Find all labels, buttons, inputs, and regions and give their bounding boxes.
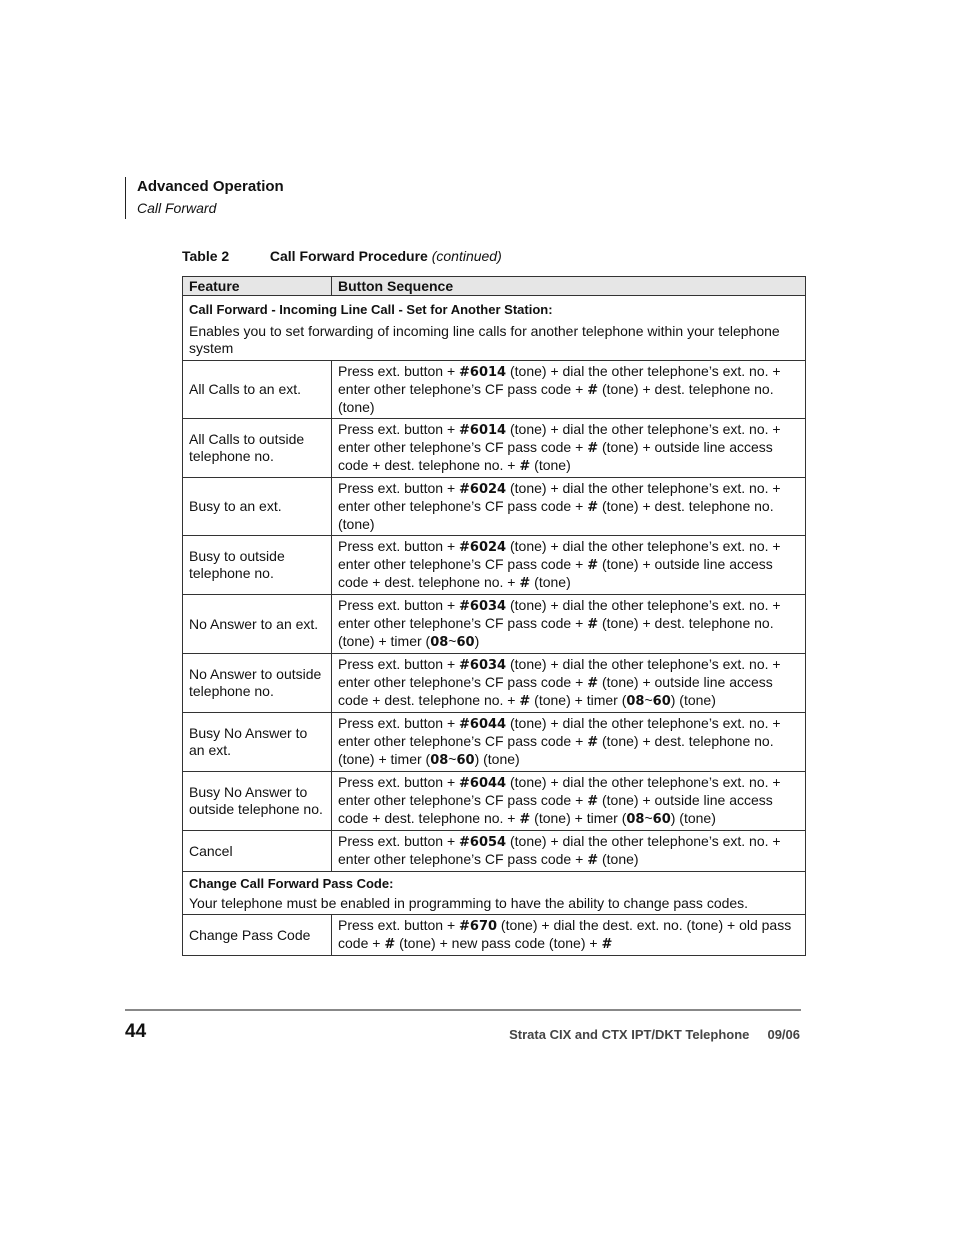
sequence-text: Press ext. button + xyxy=(338,656,460,672)
table-row xyxy=(183,915,806,956)
key-code: #6014 xyxy=(459,423,507,438)
section-title: Advanced Operation xyxy=(137,178,284,195)
key-code: # xyxy=(601,937,613,952)
sequence-text: Press ext. button + xyxy=(338,774,460,790)
button-sequence-cell xyxy=(332,654,806,713)
table-title: Call Forward Procedure xyxy=(269,248,428,264)
table-row xyxy=(183,595,806,654)
sequence-text: ) (tone) xyxy=(670,692,716,708)
subsection-title: Call Forward xyxy=(137,200,217,216)
key-code: # xyxy=(587,676,599,691)
button-sequence-cell xyxy=(332,361,806,419)
key-code: 08 xyxy=(626,812,645,827)
sequence-text: (tone) + dial the dest. ext. no. (tone) + old pass code + xyxy=(338,917,792,951)
sequence-text: Press ext. button + xyxy=(338,597,460,613)
feature-cell: Busy No Answer to outside telephone no. xyxy=(183,772,332,831)
table-row xyxy=(183,478,806,536)
group-title: Change Call Forward Pass Code: xyxy=(189,876,394,891)
sequence-text: Press ext. button + xyxy=(338,917,460,933)
call-forward-table xyxy=(182,276,806,956)
sequence-text: Press ext. button + xyxy=(338,833,460,849)
feature-cell: No Answer to an ext. xyxy=(183,595,332,654)
sequence-text: ) xyxy=(474,633,480,649)
key-code: #6044 xyxy=(459,776,507,791)
feature-cell: Busy to an ext. xyxy=(183,478,332,536)
sequence-text: Press ext. button + xyxy=(338,363,460,379)
page-number: 44 xyxy=(125,1021,147,1042)
button-sequence-cell xyxy=(332,831,806,872)
key-code: 08 xyxy=(430,753,449,768)
key-code: # xyxy=(587,558,599,573)
column-header-button-sequence: Button Sequence xyxy=(332,277,806,296)
table-row xyxy=(183,419,806,478)
table-body xyxy=(183,296,806,956)
sequence-text: (tone) + outside line access code + dest. telephone no. + xyxy=(338,439,773,473)
key-code: # xyxy=(519,694,531,709)
table-row xyxy=(183,536,806,595)
key-code: #6024 xyxy=(459,540,507,555)
sequence-text: Press ext. button + xyxy=(338,538,460,554)
sequence-text: (tone) + dial the other telephone’s ext. no. + enter other telephone’s CF pass code + xyxy=(338,421,781,455)
sequence-text: (tone) + dial the other telephone’s ext. no. + enter other telephone’s CF pass code + xyxy=(338,774,781,808)
key-code: # xyxy=(384,937,396,952)
group-cell xyxy=(183,872,806,915)
table-continued: (continued) xyxy=(431,248,502,264)
sequence-text: (tone) xyxy=(598,851,639,867)
button-sequence-cell xyxy=(332,915,806,956)
button-sequence-cell xyxy=(332,536,806,595)
sequence-text: ~ xyxy=(644,692,653,708)
key-code: # xyxy=(587,500,599,515)
table-row xyxy=(183,654,806,713)
key-code: # xyxy=(519,576,531,591)
footer-rule xyxy=(125,1009,801,1011)
feature-cell: All Calls to outside telephone no. xyxy=(183,419,332,478)
button-sequence-cell xyxy=(332,772,806,831)
sequence-text: (tone) + dest. telephone no. (tone) xyxy=(338,381,774,415)
button-sequence-cell xyxy=(332,595,806,654)
sequence-text: ) (tone) xyxy=(670,810,716,826)
group-description: Enables you to set forwarding of incoming line calls for another telephone within your telephone system xyxy=(189,322,780,356)
feature-cell: Busy No Answer to an ext. xyxy=(183,713,332,772)
key-code: #670 xyxy=(459,919,498,934)
key-code: 60 xyxy=(652,812,671,827)
group-row xyxy=(183,296,806,361)
sequence-text: (tone) + outside line access code + dest. telephone no. + xyxy=(338,674,773,708)
table-row xyxy=(183,361,806,419)
group-row xyxy=(183,872,806,915)
sequence-text: (tone) + dest. telephone no. (tone) + timer ( xyxy=(338,733,774,767)
key-code: 60 xyxy=(652,694,671,709)
sequence-text: (tone) + outside line access code + dest. telephone no. + xyxy=(338,556,773,590)
column-header-feature: Feature xyxy=(183,277,332,296)
sequence-text: ~ xyxy=(448,751,457,767)
feature-cell: Busy to outside telephone no. xyxy=(183,536,332,595)
sequence-text: (tone) + timer ( xyxy=(530,810,627,826)
sequence-text: (tone) + timer ( xyxy=(530,692,627,708)
footer-title: Strata CIX and CTX IPT/DKT Telephone 09/06 xyxy=(509,1027,800,1042)
sequence-text: (tone) xyxy=(530,574,571,590)
sequence-text: ) (tone) xyxy=(474,751,520,767)
table-caption xyxy=(182,248,502,264)
sequence-text: (tone) + outside line access code + dest. telephone no. + xyxy=(338,792,773,826)
button-sequence-cell xyxy=(332,713,806,772)
key-code: #6054 xyxy=(459,835,507,850)
key-code: #6034 xyxy=(459,599,507,614)
sequence-text: ~ xyxy=(644,810,653,826)
table-label: Table 2 xyxy=(182,248,230,264)
group-title: Call Forward - Incoming Line Call - Set for Another Station: xyxy=(189,301,553,317)
key-code: 60 xyxy=(456,635,475,650)
key-code: # xyxy=(587,853,599,868)
group-cell xyxy=(183,296,806,361)
key-code: # xyxy=(519,812,531,827)
sequence-text: Press ext. button + xyxy=(338,715,460,731)
sequence-text: (tone) + dial the other telephone’s ext. no. + enter other telephone’s CF pass code + xyxy=(338,480,781,514)
sequence-text: (tone) + dial the other telephone’s ext. no. + enter other telephone’s CF pass code + xyxy=(338,538,781,572)
key-code: #6014 xyxy=(459,365,507,380)
sequence-text: (tone) + dial the other telephone’s ext. no. + enter other telephone’s CF pass code + xyxy=(338,833,781,867)
key-code: 08 xyxy=(430,635,449,650)
feature-cell: Change Pass Code xyxy=(183,915,332,956)
sequence-text: (tone) + dial the other telephone’s ext. no. + enter other telephone’s CF pass code + xyxy=(338,715,781,749)
key-code: # xyxy=(587,441,599,456)
feature-cell: All Calls to an ext. xyxy=(183,361,332,419)
group-description: Your telephone must be enabled in programming to have the ability to change pass codes. xyxy=(189,895,749,911)
key-code: #6034 xyxy=(459,658,507,673)
header-rule xyxy=(125,177,126,219)
key-code: 08 xyxy=(626,694,645,709)
feature-cell: Cancel xyxy=(183,831,332,872)
table-row xyxy=(183,713,806,772)
sequence-text: (tone) + new pass code (tone) + xyxy=(395,935,602,951)
sequence-text: ~ xyxy=(448,633,457,649)
key-code: # xyxy=(587,617,599,632)
feature-cell: No Answer to outside telephone no. xyxy=(183,654,332,713)
sequence-text: Press ext. button + xyxy=(338,480,460,496)
key-code: # xyxy=(587,735,599,750)
key-code: #6044 xyxy=(459,717,507,732)
key-code: # xyxy=(519,459,531,474)
sequence-text: (tone) + dial the other telephone’s ext. no. + enter other telephone’s CF pass code + xyxy=(338,597,781,631)
key-code: 60 xyxy=(456,753,475,768)
key-code: # xyxy=(587,794,599,809)
key-code: # xyxy=(587,383,599,398)
sequence-text: (tone) + dial the other telephone’s ext. no. + enter other telephone’s CF pass code + xyxy=(338,656,781,690)
sequence-text: (tone) + dest. telephone no. (tone) xyxy=(338,498,774,532)
button-sequence-cell xyxy=(332,419,806,478)
table-row xyxy=(183,831,806,872)
button-sequence-cell xyxy=(332,478,806,536)
sequence-text: (tone) xyxy=(530,457,571,473)
table-header-row xyxy=(183,277,806,296)
table-row xyxy=(183,772,806,831)
sequence-text: Press ext. button + xyxy=(338,421,460,437)
sequence-text: (tone) + dest. telephone no. (tone) + timer ( xyxy=(338,615,774,649)
sequence-text: (tone) + dial the other telephone’s ext. no. + enter other telephone’s CF pass code + xyxy=(338,363,781,397)
key-code: #6024 xyxy=(459,482,507,497)
